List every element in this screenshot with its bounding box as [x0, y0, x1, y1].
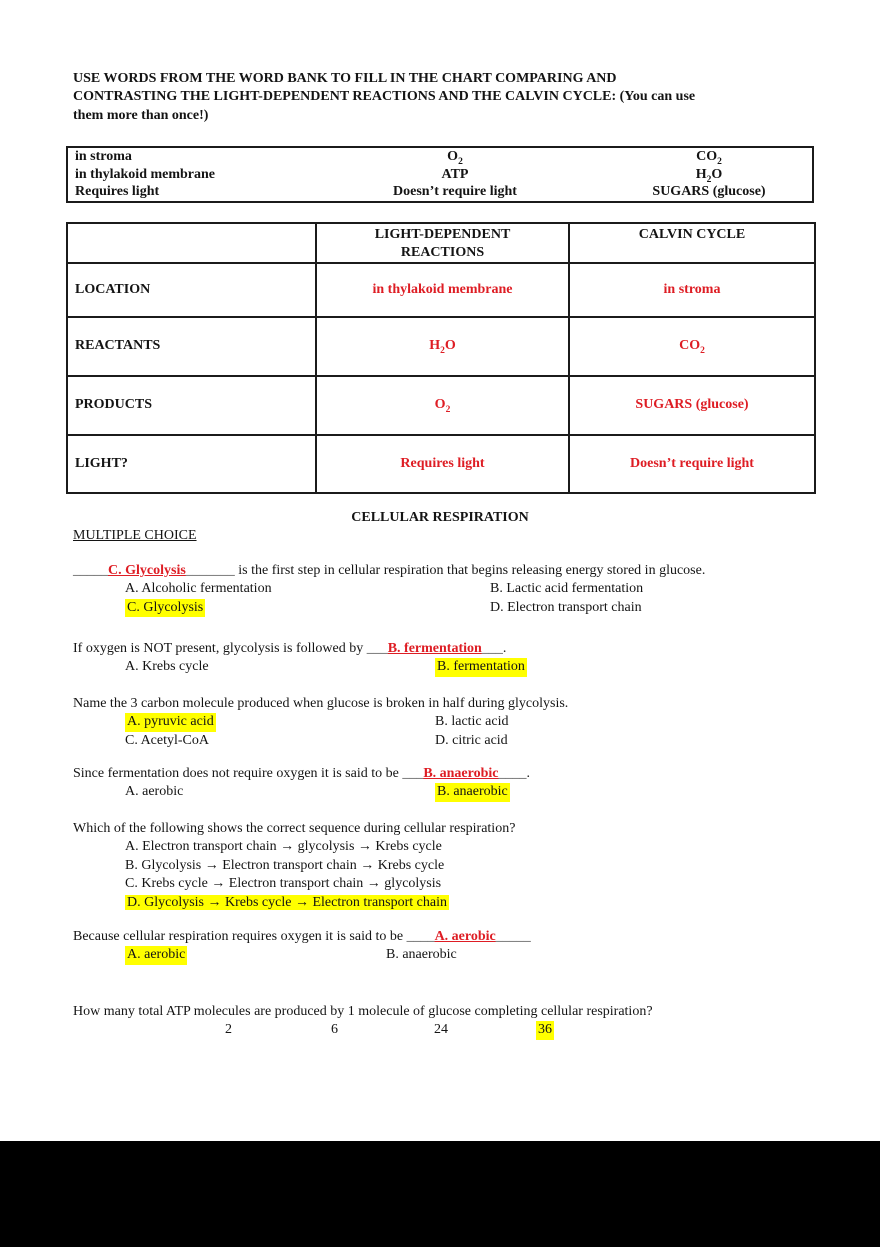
- answer-products-ldr: [316, 376, 569, 435]
- instruction-line: CONTRASTING THE LIGHT-DEPENDENT REACTIONS AND THE CALVIN CYCLE: (You can use: [73, 89, 696, 105]
- word-bank-term: SUGARS (glucose): [652, 184, 766, 200]
- option-b: B. Lactic acid fermentation: [490, 581, 644, 597]
- question-2-text: If oxygen is NOT present, glycolysis is followed by ___B. fermentation___.: [73, 641, 507, 656]
- question-4-text: Since fermentation does not require oxygen it is said to be ___B. anaerobic____.: [73, 766, 531, 781]
- question-3-text: Name the 3 carbon molecule produced when glucose is broken in half during glycolysis.: [73, 696, 569, 711]
- choice-36-highlighted: 36: [536, 1021, 554, 1039]
- question-7: [73, 1003, 818, 1040]
- word-bank-term: Requires light: [75, 184, 160, 200]
- option-b: B. lactic acid: [435, 714, 509, 730]
- option-b: B. anaerobic: [386, 947, 457, 963]
- question-7-text: How many total ATP molecules are produced by 1 molecule of glucose completing cellular respiration?: [73, 1004, 653, 1019]
- chem-co2: $CO_2$: [679, 338, 705, 357]
- footer-black-bar: [0, 1141, 880, 1247]
- option-a: A. Krebs cycle: [125, 659, 209, 675]
- chem-o2: $O_2$: [434, 397, 451, 416]
- question-2-written-answer: B. fermentation: [387, 641, 482, 656]
- question-1-text: _____C. Glycolysis_______ is the first step in cellular respiration that begins releasing energy stored in glucose.: [73, 563, 706, 578]
- instruction-heading: [73, 70, 695, 125]
- option-b-highlighted: B. fermentation: [435, 658, 527, 676]
- question-6-options-row: [73, 946, 818, 964]
- answer-reactants-calvin: [569, 317, 815, 376]
- word-bank-column-1: [68, 148, 304, 201]
- multiple-choice-heading: MULTIPLE CHOICE: [73, 528, 197, 543]
- row-label-light: LIGHT?: [67, 435, 316, 493]
- answer-products-calvin: SUGARS (glucose): [569, 376, 815, 435]
- col-header-calvin-cycle: CALVIN CYCLE: [569, 223, 815, 263]
- word-bank-column-2: [304, 148, 606, 201]
- table-row-light: [67, 435, 815, 493]
- word-bank-term: Doesn’t require light: [393, 184, 517, 200]
- answer-reactants-ldr: [316, 317, 569, 376]
- table-row-products: [67, 376, 815, 435]
- chem-h2o: $H_2O$: [429, 338, 456, 357]
- option-a-highlighted: A. aerobic: [125, 946, 187, 964]
- word-bank-term-h2o: [606, 166, 812, 184]
- comparison-table: [66, 222, 816, 494]
- instruction-line: them more than once!): [73, 107, 209, 123]
- question-1-written-answer: C. Glycolysis: [108, 563, 186, 578]
- option-b: B. Glycolysis → Electron transport chain → Krebs cycle: [125, 857, 445, 873]
- word-bank-term: in stroma: [75, 149, 132, 164]
- answer-light-ldr: Requires light: [316, 435, 569, 493]
- question-6: [73, 928, 818, 965]
- answer-location-ldr: in thylakoid membrane: [316, 263, 569, 317]
- word-bank-box: [66, 146, 814, 203]
- word-bank-term: in thylakoid membrane: [75, 166, 216, 182]
- option-b-highlighted: B. anaerobic: [435, 783, 510, 801]
- option-c-highlighted: C. Glycolysis: [125, 599, 205, 617]
- option-a-highlighted: A. pyruvic acid: [125, 713, 216, 731]
- word-bank-term: ATP: [441, 166, 469, 182]
- choice-6: 6: [331, 1022, 338, 1038]
- choice-24: 24: [434, 1022, 448, 1038]
- table-row-location: [67, 263, 815, 317]
- table-header-row: [67, 223, 815, 263]
- option-a: A. Electron transport chain → glycolysis → Krebs cycle: [125, 839, 442, 855]
- question-2-options-row: [73, 658, 818, 676]
- question-3-options-row-1: [73, 713, 818, 731]
- question-7-choices-row: [73, 1021, 818, 1039]
- question-5: [73, 820, 818, 912]
- chem-co2: $CO_2$: [696, 149, 722, 167]
- question-3: [73, 695, 818, 750]
- table-corner-cell: [67, 223, 316, 263]
- answer-location-calvin: in stroma: [569, 263, 815, 317]
- option-c: C. Acetyl-CoA: [125, 732, 209, 748]
- question-1-options-row-1: [73, 580, 818, 598]
- row-label-products: PRODUCTS: [67, 376, 316, 435]
- chem-o2: $O_2$: [447, 149, 463, 167]
- word-bank-column-3: [606, 148, 812, 201]
- table-row-reactants: [67, 317, 815, 376]
- word-bank-term-co2: [606, 148, 812, 166]
- option-a: A. Alcoholic fermentation: [125, 581, 272, 597]
- question-2: [73, 640, 818, 677]
- option-a: A. aerobic: [125, 784, 184, 800]
- answer-light-calvin: Doesn’t require light: [569, 435, 815, 493]
- instruction-line: USE WORDS FROM THE WORD BANK TO FILL IN THE CHART COMPARING AND: [73, 71, 617, 86]
- question-4-options-row: [73, 783, 818, 801]
- question-1-options-row-2: [73, 599, 818, 617]
- question-1: [73, 562, 818, 617]
- word-bank-term-o2: [304, 148, 606, 166]
- question-4: [73, 765, 818, 802]
- choice-2: 2: [225, 1022, 232, 1038]
- row-label-reactants: REACTANTS: [67, 317, 316, 376]
- option-d: D. Electron transport chain: [490, 599, 642, 615]
- col-header-light-dependent: LIGHT-DEPENDENT REACTIONS: [316, 223, 569, 263]
- question-4-written-answer: B. anaerobic: [423, 766, 499, 781]
- option-c: C. Krebs cycle → Electron transport chain → glycolysis: [125, 876, 442, 892]
- option-d: D. citric acid: [435, 732, 508, 748]
- question-6-text: Because cellular respiration requires oxygen it is said to be ____A. aerobic_____: [73, 929, 531, 944]
- chem-h2o: $H_2O$: [695, 166, 723, 185]
- option-d-highlighted: D. Glycolysis → Krebs cycle → Electron transport chain: [127, 894, 447, 910]
- row-label-location: LOCATION: [67, 263, 316, 317]
- question-5-text: Which of the following shows the correct sequence during cellular respiration?: [73, 821, 516, 836]
- section-title-cellular-respiration: CELLULAR RESPIRATION: [351, 510, 529, 525]
- question-3-options-row-2: [73, 732, 818, 750]
- question-6-written-answer: A. aerobic: [434, 929, 496, 944]
